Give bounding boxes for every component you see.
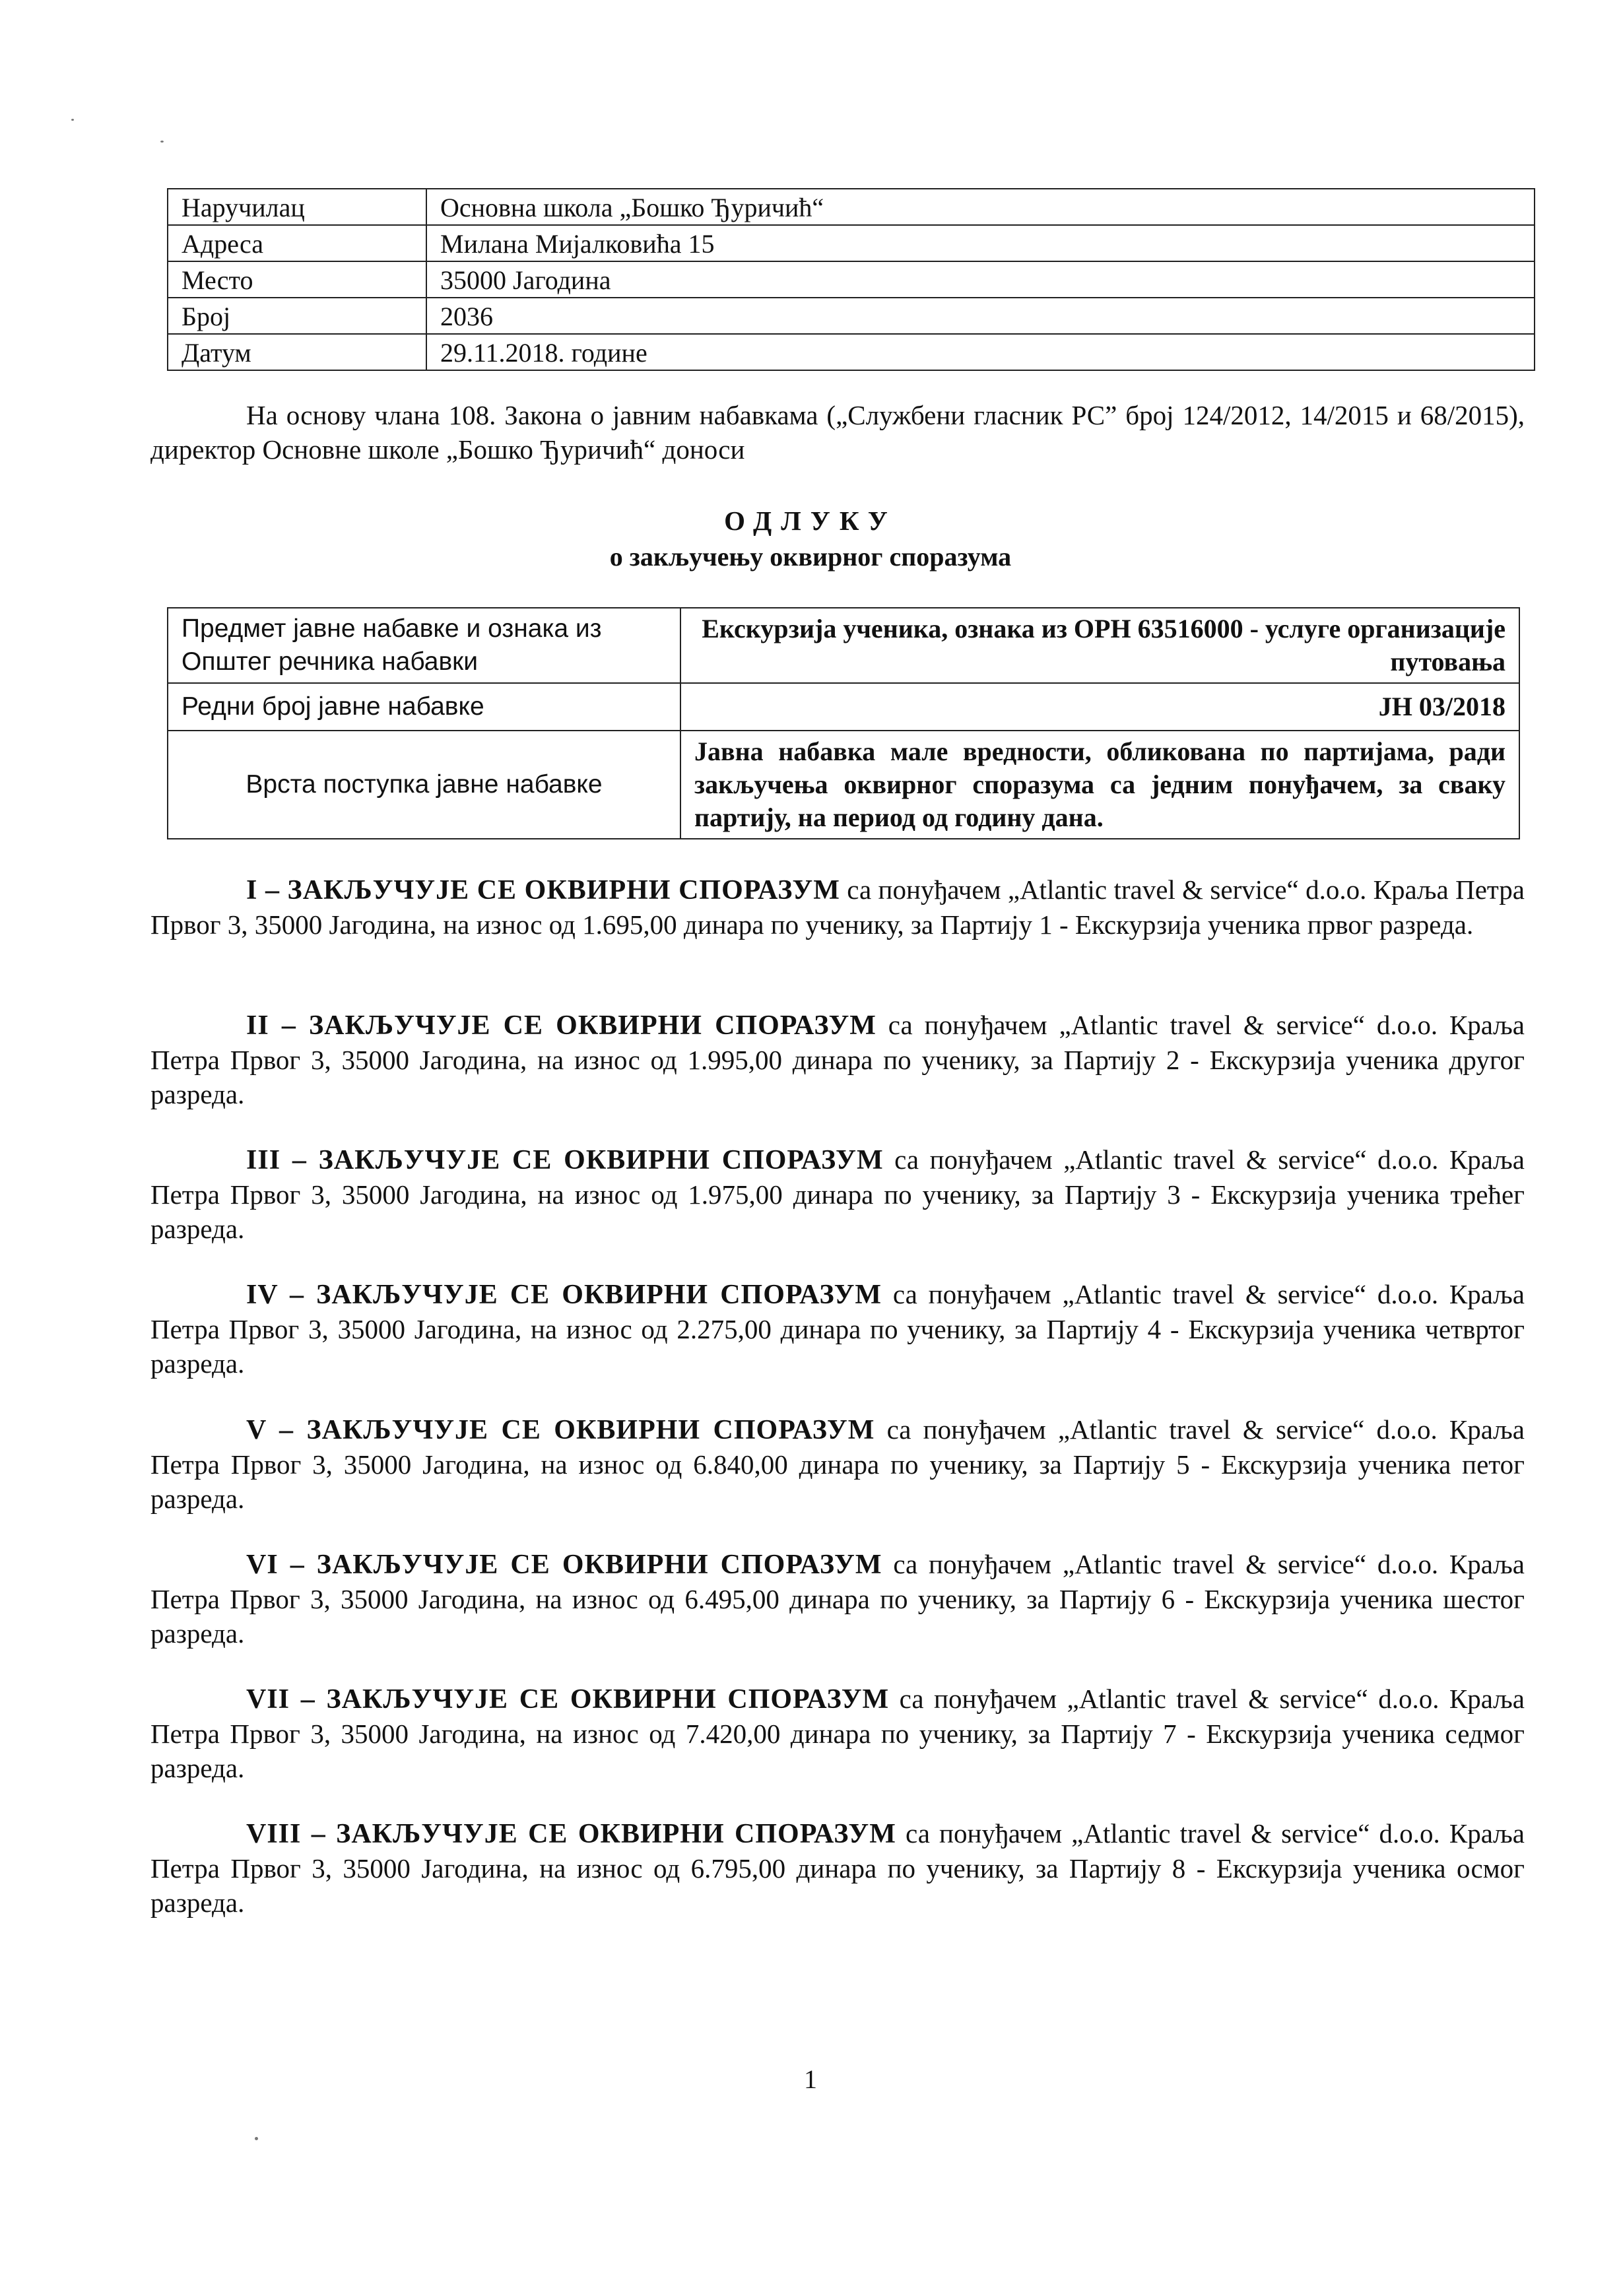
- header-value: 2036: [426, 298, 1535, 334]
- page-number: 1: [804, 2064, 817, 2094]
- decision-title: ОДЛУКУ: [724, 506, 897, 536]
- scan-speck: [255, 2137, 258, 2140]
- procurement-table: [167, 607, 1520, 839]
- procurement-row: [168, 608, 1519, 683]
- decision-text: са понуђачем „Atlantic travel & service“ d.o.o. Краља Петра Првог 3, 35000 Јагодина, на износ од 1.975,00 динара по ученику, за Партију 3 - Екскурзија ученика трећег разреда.: [150, 1144, 1525, 1244]
- decision-paragraph: [150, 1816, 1525, 1920]
- header-label: Наручилац: [168, 189, 426, 225]
- header-row: [168, 261, 1535, 298]
- decision-paragraph: [150, 1547, 1525, 1651]
- decision-heading: IV – ЗАКЉУЧУЈЕ СЕ ОКВИРНИ СПОРАЗУМ: [246, 1280, 882, 1310]
- decision-paragraph: [150, 1142, 1525, 1246]
- header-value: 35000 Јагодина: [426, 261, 1535, 298]
- decision-heading: V – ЗАКЉУЧУЈЕ СЕ ОКВИРНИ СПОРАЗУМ: [246, 1415, 875, 1445]
- header-info-table: [167, 188, 1535, 371]
- decision-text: са понуђачем „Atlantic travel & service“ d.o.o. Краља Петра Првог 3, 35000 Јагодина, на износ од 7.420,00 динара по ученику, за Партију 7 - Екскурзија ученика седмог разреда.: [150, 1684, 1525, 1783]
- procurement-value: Екскурзија ученика, ознака из ОРН 63516000 - услуге организације путовања: [680, 608, 1519, 683]
- header-row: [168, 225, 1535, 261]
- decision-text: са понуђачем „Atlantic travel & service“ d.o.o. Краља Петра Првог 3, 35000 Јагодина, на износ од 6.840,00 динара по ученику, за Партију 5 - Екскурзија ученика петог разреда.: [150, 1414, 1525, 1514]
- decision-paragraph: [150, 1277, 1525, 1381]
- procurement-value: ЈН 03/2018: [680, 683, 1519, 731]
- intro-paragraph: [150, 398, 1525, 467]
- procurement-row: [168, 731, 1519, 839]
- decision-text: са понуђачем „Atlantic travel & service“ d.o.o. Краља Петра Првог 3, 35000 Јагодина, на износ од 2.275,00 динара по ученику, за Партију 4 - Екскурзија ученика четвртог разреда.: [150, 1279, 1525, 1379]
- procurement-value: Јавна набавка мале вредности, обликована по партијама, ради закључења оквирног споразума са једним понуђачем, за сваку партију, на период од годину дана.: [680, 731, 1519, 839]
- decision-heading: VI – ЗАКЉУЧУЈЕ СЕ ОКВИРНИ СПОРАЗУМ: [246, 1550, 882, 1580]
- header-label: Датум: [168, 334, 426, 370]
- decision-heading: II – ЗАКЉУЧУЈЕ СЕ ОКВИРНИ СПОРАЗУМ: [246, 1010, 877, 1041]
- header-label: Место: [168, 261, 426, 298]
- procurement-row: [168, 683, 1519, 731]
- decision-paragraph: [150, 872, 1525, 942]
- intro-text: На основу члана 108. Закона о јавним набавкама („Службени гласник РС” број 124/2012, 14/2015 и 68/2015), директор Основне школе „Бошко Ђуричић“ доноси: [150, 400, 1525, 465]
- decision-paragraph: [150, 1682, 1525, 1785]
- header-value: Основна школа „Бошко Ђуричић“: [426, 189, 1535, 225]
- decision-paragraph: [150, 1412, 1525, 1516]
- scan-speck: [71, 119, 74, 121]
- header-label: Адреса: [168, 225, 426, 261]
- decision-text: са понуђачем „Atlantic travel & service“ d.o.o. Краља Петра Првог 3, 35000 Јагодина, на износ од 1.995,00 динара по ученику, за Партију 2 - Екскурзија ученика другог разреда.: [150, 1010, 1525, 1109]
- decision-heading: VII – ЗАКЉУЧУЈЕ СЕ ОКВИРНИ СПОРАЗУМ: [246, 1684, 890, 1715]
- procurement-label: Редни број јавне набавке: [168, 683, 680, 731]
- decision-text: са понуђачем „Atlantic travel & service“ d.o.o. Краља Петра Првог 3, 35000 Јагодина, на износ од 6.495,00 динара по ученику, за Партију 6 - Екскурзија ученика шестог разреда.: [150, 1549, 1525, 1649]
- decision-text: са понуђачем „Atlantic travel & service“ d.o.o. Краља Петра Првог 3, 35000 Јагодина, на износ од 6.795,00 динара по ученику, за Партију 8 - Екскурзија ученика осмог разреда.: [150, 1818, 1525, 1918]
- decision-subtitle: о закључењу оквирног споразума: [609, 542, 1012, 572]
- header-row: [168, 298, 1535, 334]
- header-value: 29.11.2018. године: [426, 334, 1535, 370]
- scan-speck: [160, 141, 164, 143]
- decision-heading: VIII – ЗАКЉУЧУЈЕ СЕ ОКВИРНИ СПОРАЗУМ: [246, 1819, 896, 1849]
- decision-heading: I – ЗАКЉУЧУЈЕ СЕ ОКВИРНИ СПОРАЗУМ: [246, 875, 840, 905]
- decision-text: са понуђачем „Atlantic travel & service“ d.o.o. Краља Петра Првог 3, 35000 Јагодина, на износ од 1.695,00 динара по ученику, за Партију 1 - Екскурзија ученика првог разреда.: [150, 874, 1525, 940]
- decision-heading: III – ЗАКЉУЧУЈЕ СЕ ОКВИРНИ СПОРАЗУМ: [246, 1145, 884, 1175]
- header-row: [168, 189, 1535, 225]
- header-row: [168, 334, 1535, 370]
- procurement-label: Предмет јавне набавке и ознака из Општег речника набавки: [168, 608, 680, 683]
- procurement-label: Врста поступка јавне набавке: [168, 731, 680, 839]
- decision-paragraph: [150, 1008, 1525, 1111]
- header-value: Милана Мијалковића 15: [426, 225, 1535, 261]
- header-label: Број: [168, 298, 426, 334]
